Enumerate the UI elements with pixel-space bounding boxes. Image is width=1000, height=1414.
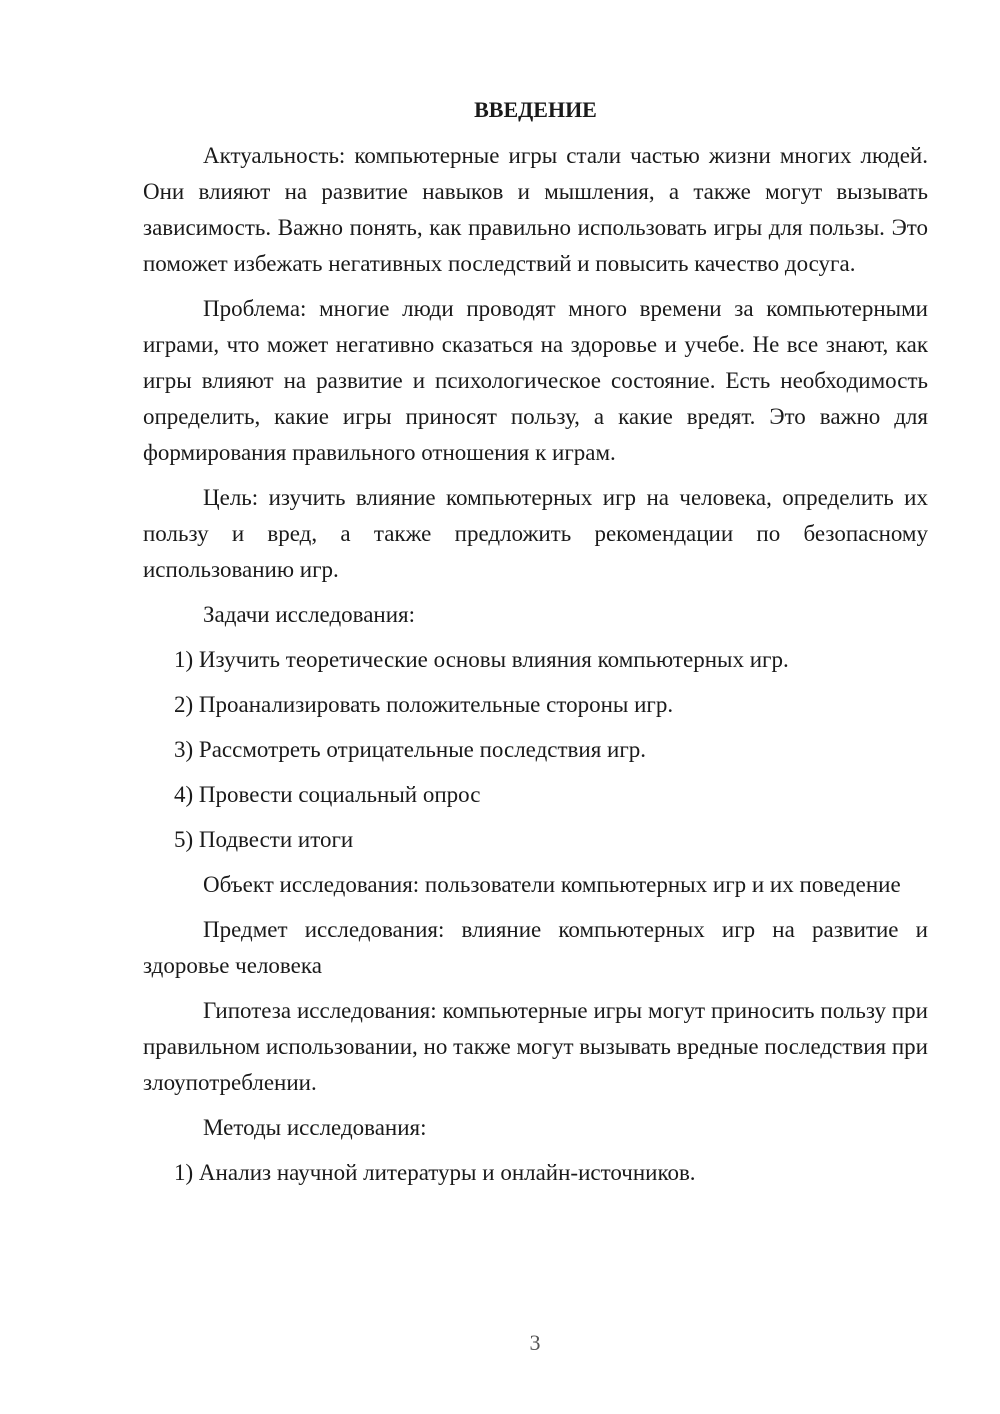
tasks-label: Задачи исследования: <box>203 602 416 627</box>
section-heading: ВВЕДЕНИЕ <box>474 97 597 122</box>
relevance-paragraph: Актуальность: компьютерные игры стали частью жизни многих людей. Они влияют на развитие навыков и мышления, а также могут вызывать зависимость. Важно понять, как правильно использовать игры для пользы. Это поможет избежать негативных последствий и повысить качество досуга. <box>143 143 928 276</box>
methods-label: Методы исследования: <box>203 1115 427 1140</box>
list-item: 1) Изучить теоретические основы влияния компьютерных игр. <box>174 647 789 672</box>
goal-paragraph: Цель: изучить влияние компьютерных игр на человека, определить их пользу и вред, а также предложить рекомендации по безопасному использованию игр. <box>143 485 928 582</box>
list-item: 3) Рассмотреть отрицательные последствия игр. <box>174 737 647 762</box>
list-item: 1) Анализ научной литературы и онлайн-источников. <box>174 1160 696 1185</box>
hypothesis-paragraph: Гипотеза исследования: компьютерные игры могут приносить пользу при правильном использовании, но также могут вызывать вредные последствия при злоупотреблении. <box>143 998 928 1095</box>
object-paragraph: Объект исследования: пользователи компьютерных игр и их поведение <box>203 872 901 897</box>
tasks-list <box>143 642 928 858</box>
list-item: 4) Провести социальный опрос <box>174 782 481 807</box>
subject-paragraph: Предмет исследования: влияние компьютерных игр на развитие и здоровье человека <box>143 917 928 978</box>
page-number: 3 <box>529 1330 541 1355</box>
document-page <box>143 92 928 1200</box>
list-item: 2) Проанализировать положительные стороны игр. <box>174 692 674 717</box>
methods-list <box>143 1155 928 1191</box>
list-item: 5) Подвести итоги <box>174 827 354 852</box>
problem-paragraph: Проблема: многие люди проводят много времени за компьютерными играми, что может негативно сказаться на здоровье и учебе. Не все знают, как игры влияют на развитие и психологическое состояние. Есть необходимость определить, какие игры приносят пользу, а какие вредят. Это важно для формирования правильного отношения к играм. <box>143 296 928 465</box>
